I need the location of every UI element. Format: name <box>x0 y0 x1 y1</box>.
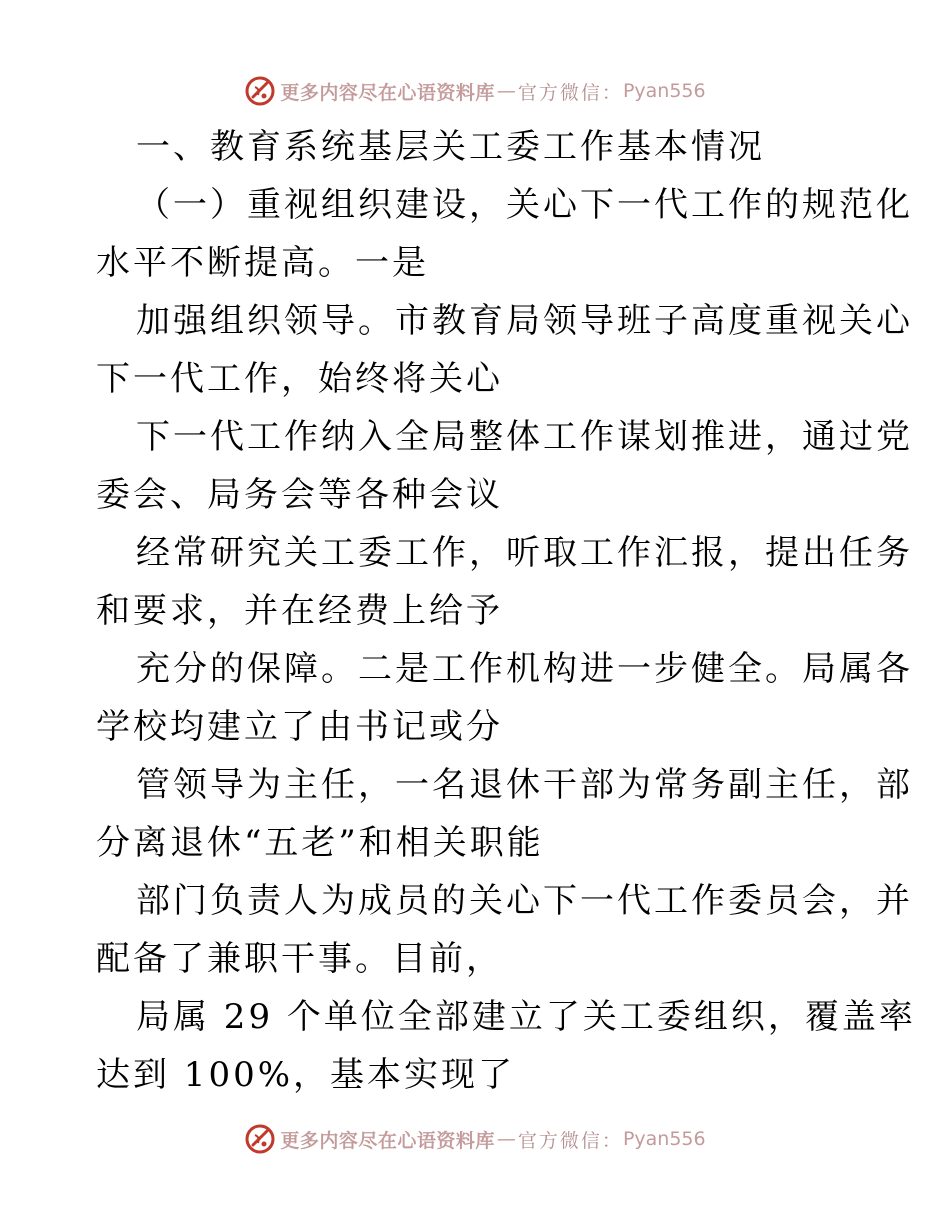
banner-dash: — <box>496 80 516 102</box>
text-line: 配备了兼职干事。目前， <box>96 939 503 979</box>
text-line: 下一代工作，始终将关心 <box>96 359 503 399</box>
seal-logo-icon <box>244 75 276 107</box>
text-line: 加强组织领导。市教育局领导班子高度重视关心 <box>136 301 913 341</box>
text-line: 委会、局务会等各种会议 <box>96 475 503 515</box>
seal-logo-icon <box>244 1123 276 1155</box>
text-line: 达到 100%，基本实现了 <box>96 1055 516 1095</box>
text-line: 管领导为主任，一名退休干部为常务副主任，部 <box>136 765 913 805</box>
banner-wechat-id: Pyan556 <box>622 1128 706 1150</box>
text-line: 经常研究关工委工作，听取工作汇报，提出任务 <box>136 533 913 573</box>
banner-slogan: 更多内容尽在心语资料库 <box>280 81 495 104</box>
text-line: 部门负责人为成员的关心下一代工作委员会，并 <box>136 881 913 921</box>
banner-wechat-label: 官方微信： <box>517 1129 623 1152</box>
banner-slogan: 更多内容尽在心语资料库 <box>280 1129 495 1152</box>
header-banner <box>0 71 950 111</box>
text-line: 下一代工作纳入全局整体工作谋划推进，通过党 <box>136 417 913 457</box>
document-body <box>96 118 916 1104</box>
text-line: 水平不断提高。一是 <box>96 243 429 283</box>
text-line: 和要求，并在经费上给予 <box>96 591 503 631</box>
banner-dash: — <box>496 1128 516 1150</box>
text-line: （一）重视组织建设，关心下一代工作的规范化 <box>136 185 913 225</box>
text-line: 学校均建立了由书记或分 <box>96 707 503 747</box>
text-line: 分离退休“五老”和相关职能 <box>96 823 544 863</box>
banner-wechat-id: Pyan556 <box>622 80 706 102</box>
text-line: 充分的保障。二是工作机构进一步健全。局属各 <box>136 649 913 689</box>
text-line: 一、教育系统基层关工委工作基本情况 <box>136 127 765 167</box>
banner-wechat-label: 官方微信： <box>517 81 623 104</box>
text-line: 局属 29 个单位全部建立了关工委组织，覆盖率 <box>136 997 916 1037</box>
footer-banner <box>0 1119 950 1159</box>
